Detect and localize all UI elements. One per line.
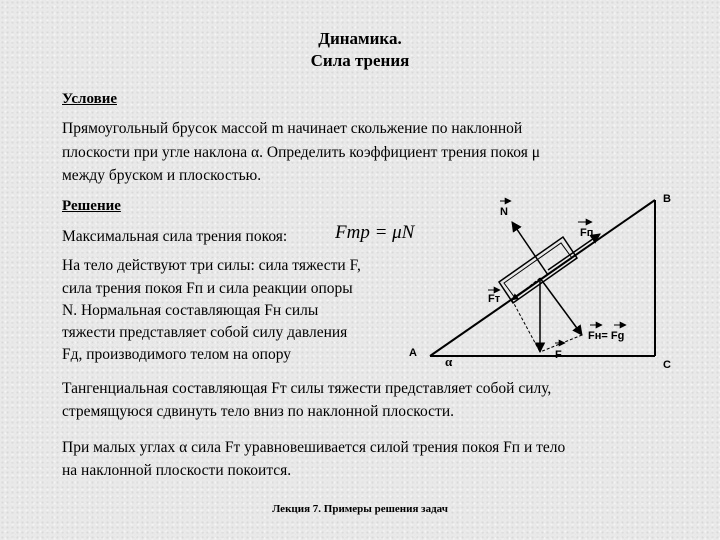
vector-N — [512, 222, 548, 275]
condition-heading: Условие — [62, 91, 117, 107]
max-friction-text: Максимальная сила трения покоя: — [62, 228, 288, 245]
label-B: B — [663, 193, 671, 205]
solution-line-2: сила трения покоя Fп и сила реакции опоры — [62, 280, 353, 297]
label-F: F — [555, 349, 562, 361]
condition-line-1: Прямоугольный брусок массой m начинает скольжение по наклонной — [62, 120, 523, 137]
solution-line-3: N. Нормальная составляющая Fн силы — [62, 302, 319, 319]
paragraph3-line-1: При малых углах α сила Fт уравновешивается силой трения покоя Fп и тело — [62, 439, 566, 456]
vector-Ft — [512, 278, 540, 300]
label-Fp: Fп — [580, 227, 594, 239]
condition-line-2: плоскости при угле наклона α. Определить коэффициент трения покоя μ — [62, 144, 541, 161]
solution-line-5: Fд, производимого телом на опору — [62, 346, 291, 363]
construction-line-1 — [512, 300, 540, 352]
label-A: A — [409, 347, 417, 359]
vector-Fn — [540, 278, 582, 335]
vector-Fp — [548, 234, 600, 270]
friction-formula: Fтр = μN — [335, 222, 415, 243]
label-C: C — [663, 359, 671, 371]
label-Ft: Fт — [488, 293, 501, 305]
solution-line-4: тяжести представляет собой силу давления — [62, 324, 348, 341]
paragraph2-line-1: Тангенциальная составляющая Fт силы тяжести представляет собой силу, — [62, 380, 552, 397]
condition-line-3: между бруском и плоскостью. — [62, 167, 262, 184]
paragraph3-line-2: на наклонной плоскости покоится. — [62, 462, 292, 479]
label-N: N — [500, 206, 508, 218]
page-title: Динамика. — [318, 29, 402, 48]
paragraph2-line-2: стремящуюся сдвинуть тело вниз по наклонной плоскости. — [62, 403, 454, 420]
block — [499, 237, 577, 303]
footer: Лекция 7. Примеры решения задач — [272, 503, 448, 515]
label-Fn-eq-Fg: Fн= Fg — [588, 330, 625, 342]
solution-line-1: На тело действуют три силы: сила тяжести F, — [62, 257, 361, 274]
solution-heading: Решение — [62, 198, 121, 214]
label-alpha: α — [445, 354, 453, 369]
page-subtitle: Сила трения — [310, 51, 410, 70]
